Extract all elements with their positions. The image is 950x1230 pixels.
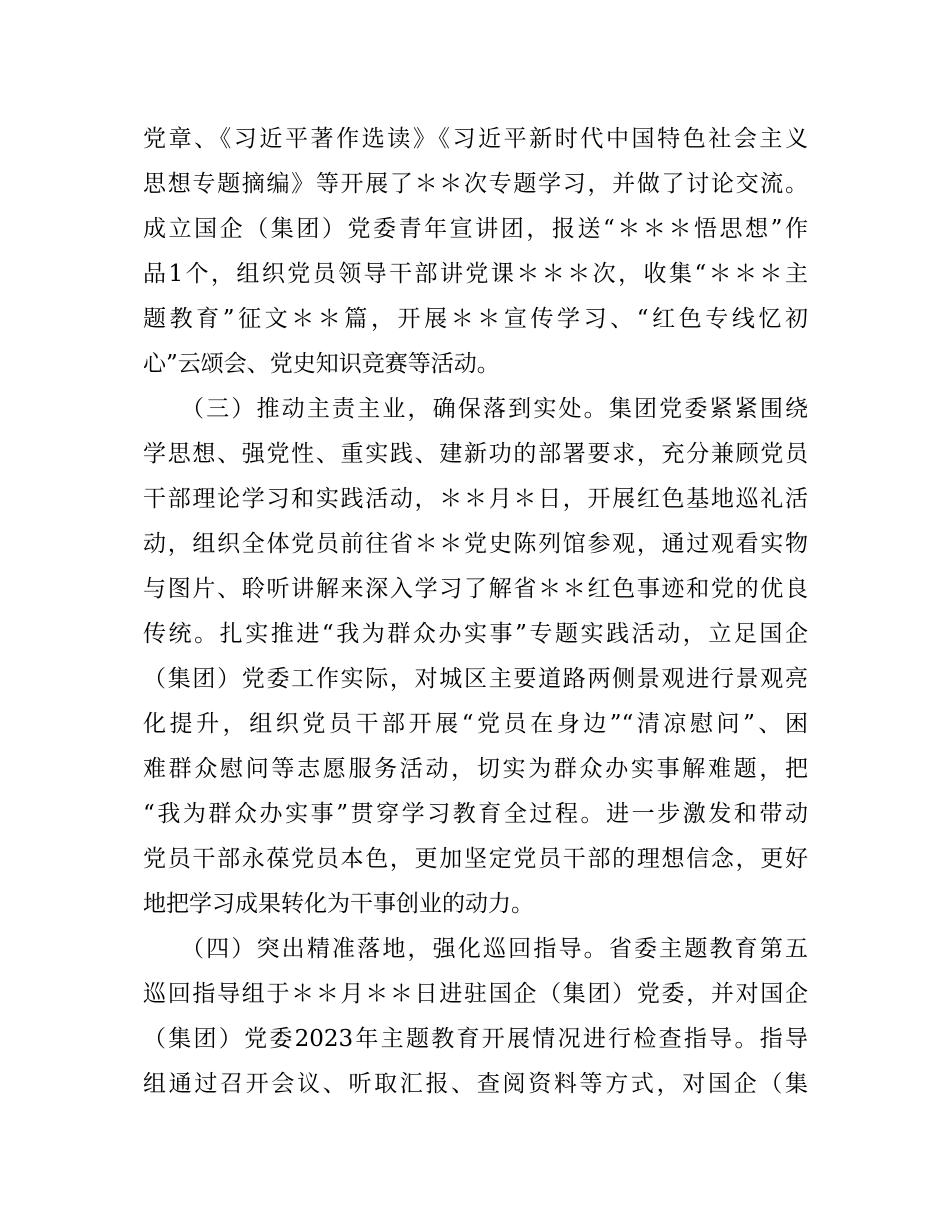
text-line: 动，组织全体党员前往省＊＊党史陈列馆参观，通过观看实物 <box>143 531 808 557</box>
text-line: 题教育”征文＊＊篇，开展＊＊宣传学习、“红色专线忆初 <box>143 306 808 332</box>
text-line: 品1个，组织党员领导干部讲党课＊＊＊次，收集“＊＊＊主 <box>143 261 808 287</box>
text-line: 巡回指导组于＊＊月＊＊日进驻国企（集团）党委，并对国企 <box>143 981 808 1007</box>
text-line: 党员干部永葆党员本色，更加坚定党员干部的理想信念，更好 <box>143 846 808 872</box>
section-heading-line: （四）突出精准落地，强化巡回指导。省委主题教育第五 <box>181 936 808 962</box>
text-line: 地把学习成果转化为干事创业的动力。 <box>143 891 534 917</box>
text-line: （集团）党委工作实际，对城区主要道路两侧景观进行景观亮 <box>143 666 808 692</box>
text-line: 党章、《习近平著作选读》《习近平新时代中国特色社会主义 <box>143 126 808 152</box>
text-line: （集团）党委2023年主题教育开展情况进行检查指导。指导 <box>143 1026 808 1052</box>
text-line: 化提升，组织党员干部开展“党员在身边”“清凉慰问”、困 <box>143 711 808 737</box>
text-line: 组通过召开会议、听取汇报、查阅资料等方式，对国企（集 <box>143 1071 808 1097</box>
section-heading-line: （三）推动主责主业，确保落到实处。集团党委紧紧围绕 <box>181 396 808 422</box>
text-line: 学思想、强党性、重实践、建新功的部署要求，充分兼顾党员 <box>143 441 808 467</box>
text-line: 与图片、聆听讲解来深入学习了解省＊＊红色事迹和党的优良 <box>143 576 808 602</box>
text-line: 传统。扎实推进“我为群众办实事”专题实践活动，立足国企 <box>143 621 808 647</box>
text-line: 心”云颂会、党史知识竞赛等活动。 <box>143 351 500 377</box>
text-line: “我为群众办实事”贯穿学习教育全过程。进一步激发和带动 <box>143 801 808 827</box>
text-line: 难群众慰问等志愿服务活动，切实为群众办实事解难题，把 <box>143 756 808 782</box>
text-line: 成立国企（集团）党委青年宣讲团，报送“＊＊＊悟思想”作 <box>143 216 808 242</box>
text-line: 干部理论学习和实践活动，＊＊月＊日，开展红色基地巡礼活 <box>143 486 808 512</box>
text-line: 思想专题摘编》等开展了＊＊次专题学习，并做了讨论交流。 <box>143 171 808 197</box>
